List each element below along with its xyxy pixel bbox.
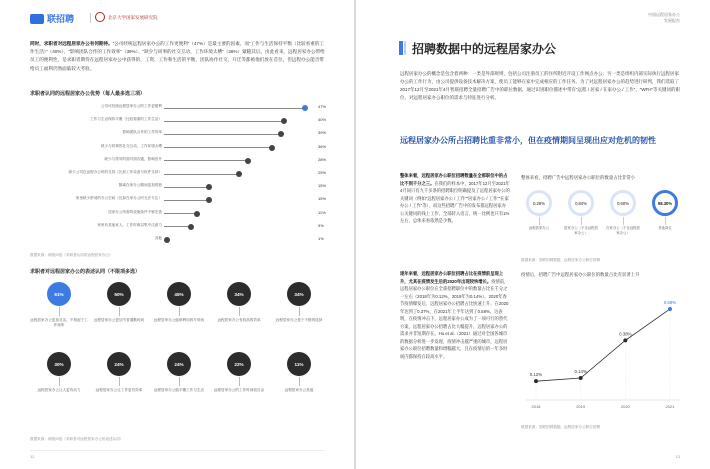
lollipop-value: 40% — [318, 117, 327, 123]
lollipop-stem — [164, 213, 197, 214]
line-chart-title: 疫情后，招聘广告中远程居家办公职位的数量占比有显著上升 — [521, 272, 640, 277]
bubble-circle: 30% — [47, 352, 71, 376]
lollipop-stem — [164, 121, 284, 122]
bubble-chart-title: 求职者对远程居家办公的表述认同（不限项多选） — [30, 269, 141, 275]
lollipop-value: 1% — [318, 236, 324, 241]
donut-connector — [539, 217, 540, 225]
header-line-1: 中国远程居家办公 — [648, 12, 680, 17]
lollipop-row — [30, 155, 330, 167]
lollipop-stem — [164, 160, 248, 161]
lollipop-dot — [281, 118, 287, 124]
title-accent-bar-light — [404, 41, 406, 55]
bubble-connector — [239, 307, 240, 316]
lollipop-row — [30, 102, 330, 114]
data-label: 0.14% — [574, 369, 587, 375]
x-tick-label: 2020 — [620, 404, 630, 409]
pku-logo — [95, 12, 158, 22]
bubble-connector — [299, 307, 300, 316]
body-text-overall-lead: 整体来看，远程居家办公职位招聘数量在全部职位中的占比不到千分之三。 — [400, 173, 508, 186]
bubble-caption: 远程居家办公让工作更有效率 — [95, 388, 143, 392]
bubble-circle: 24% — [107, 352, 131, 376]
lollipop-label: 影响团队合作的工作效率 — [122, 130, 162, 135]
data-label: 0.58% — [663, 299, 677, 305]
bubble-caption: 远程居家办公其他 — [284, 388, 314, 392]
x-tick-label: 2021 — [665, 404, 675, 409]
donut-ring: 98.30% — [652, 190, 678, 216]
lollipop-row — [30, 194, 330, 206]
body-text-yearly-body: 疫情前，远程居家办公职位在全部招聘职位中的数量占比在千分之一左右（2018年为0.12%，2019年为0.14%）。2020年春节疫情爆发后，远程居家办公招聘占比快速上升，在2020年达到了0.37%，在2021年上半年达到了0.58%。这表明，在疫情冲击下，远程居家办公成为了一项可行的替代方案，远程居家办公招聘占比大幅提升，远程居家办公的需求并非短期存在。Hu et al.（2021）通过对全国各城市的数据分析进一步发现，疫情冲击越严重的城市，远程居家办公职位招聘数量和增幅越大，且在疫情后的一年多时间内都保持在较高水平。 — [400, 278, 509, 359]
donut-connector — [581, 217, 582, 225]
lollipop-dot — [164, 237, 170, 243]
zhaopin-logo-icon — [30, 14, 44, 24]
bubble-item — [210, 282, 268, 323]
lollipop-dot — [206, 184, 212, 190]
lollipop-source: 数据来源：调查问卷（求职者认同的远程居家办公） — [30, 253, 113, 257]
bubble-item — [150, 282, 208, 323]
lollipop-dot — [206, 197, 212, 203]
bubble-caption: 远程居家办公有较高的效率 — [217, 318, 261, 322]
lollipop-row — [30, 208, 330, 220]
lollipop-label: 家里缺少舒适的办公空间（比如在家办公时无法专注） — [75, 196, 162, 201]
bubble-circle: 11% — [287, 352, 311, 376]
lollipop-dot — [269, 145, 275, 151]
bubble-item — [270, 282, 328, 323]
logo-divider — [90, 13, 91, 23]
lollipop-stem — [164, 108, 305, 109]
bubble-connector — [179, 307, 180, 316]
donut-item — [521, 190, 557, 231]
intro-lead: 同时，求职者对远程居家办公有何期待。 — [30, 41, 113, 46]
lollipop-stem — [164, 187, 209, 188]
donut-ring: 0.26% — [526, 190, 552, 216]
donut-item — [647, 190, 683, 231]
right-page — [356, 0, 710, 469]
bubble-connector — [119, 377, 120, 386]
lollipop-label: 隔离在家办公期间更加孤独 — [118, 183, 162, 188]
donut-caption: 居家办公（不含远程居家办公） — [564, 226, 598, 235]
lollipop-row — [30, 181, 330, 193]
lollipop-dot — [194, 211, 200, 217]
bubble-caption: 远程居家办公让人更有动力 — [37, 388, 81, 392]
lollipop-value: 36% — [318, 143, 327, 149]
data-label: 0.38% — [619, 331, 632, 337]
bubble-connector — [179, 377, 180, 386]
pku-logo-text: 北京大学国家发展研究院 — [108, 14, 158, 20]
bubble-circle: 34% — [287, 282, 311, 306]
lollipop-row — [30, 168, 330, 180]
lollipop-dot — [236, 171, 242, 177]
footer-divider — [30, 450, 325, 451]
data-point — [668, 307, 672, 311]
donut-caption: 在家办公（不含远程居家办公） — [606, 226, 640, 235]
bubble-circle: 24% — [167, 352, 191, 376]
bubble-connector — [299, 377, 300, 386]
bubble-caption: 远程居家办公能够利用碎片时间 — [153, 318, 205, 322]
lollipop-dot — [278, 131, 284, 137]
page-number-left: 12 — [30, 454, 35, 459]
data-label: 0.12% — [529, 372, 543, 378]
title-accent-bar — [399, 41, 403, 55]
bubble-caption: 远程居家办公是个不错的选择 — [275, 318, 323, 322]
lollipop-dot — [188, 224, 194, 230]
bubble-connector — [59, 377, 60, 386]
lollipop-row — [30, 234, 330, 246]
bubble-item — [90, 352, 148, 393]
bubble-connector — [119, 307, 120, 316]
data-point — [623, 338, 627, 342]
bubble-item — [30, 282, 88, 328]
bubble-caption: 远程居家办公能平衡工作与生活 — [153, 388, 205, 392]
bubble-caption: 远程居家办公更加灵活，不拘泥于工作场所 — [30, 318, 88, 327]
donut-chart-title: 整体来看，招聘广告中远程居家办公职位的数量占比非常小 — [521, 175, 636, 180]
lollipop-chart — [30, 102, 330, 252]
lollipop-value: 11% — [318, 209, 326, 215]
bubble-item — [270, 352, 328, 393]
lollipop-stem — [164, 147, 272, 148]
section-subtitle: 远程居家办公所占招聘比重非常小，但在疫情期间呈现出应对危机的韧性 — [400, 136, 656, 145]
lollipop-label: 家里有其他家人，工作时难以集中注意力 — [97, 222, 162, 227]
bubble-connector — [59, 307, 60, 316]
donut-ring: 0.60% — [610, 190, 636, 216]
lollipop-stem — [164, 200, 209, 201]
x-tick-label: 2018 — [531, 404, 541, 409]
donut-item — [563, 190, 599, 235]
donut-caption: 其他岗位 — [658, 226, 672, 230]
left-page — [0, 0, 354, 469]
bubble-circle: 22% — [227, 352, 251, 376]
lollipop-value: 28% — [318, 156, 327, 162]
body-text-overall — [400, 172, 510, 225]
bubble-caption: 远程居家办公的工作时间较自由 — [213, 388, 265, 392]
zhaopin-logo — [30, 12, 74, 25]
running-header — [648, 12, 680, 24]
donut-source: 数据来源：智联招聘数据，远程居家办公职位招聘 — [521, 258, 601, 262]
bubble-item — [90, 282, 148, 323]
lollipop-row — [30, 142, 330, 154]
body-text-yearly — [400, 270, 510, 360]
lollipop-row — [30, 221, 330, 233]
lollipop-stem — [164, 174, 239, 175]
header-line-2: 发展报告 — [664, 18, 680, 23]
lollipop-label: 公司可经统远程居家办公的工作更便利 — [100, 104, 162, 108]
lollipop-label: 工作与生活保持平衡（比较看重的工作生活） — [90, 117, 162, 122]
body-text-overall-body: 在我们的样本中，2017年12月至2021年4月间只有九千多条的招聘职位明确提及了远程居家办公的关键词（例如“远程居家办公 / 工作”“居家办公 / 工作”“在家办公 / 工作”等），而这些招聘广告中的发布都远程居家办公关键词的线上工作，全部转入语言，统一比例也只有1%左右，总体来看依然是少数。 — [400, 180, 510, 223]
bubble-chart — [30, 282, 330, 432]
lollipop-value: 25% — [318, 170, 327, 175]
body-text-yearly-lead: 逐年来看，远程居家办公职位招聘占比在疫情前呈现上升，尤其在疫情发生后的2020年出现较快增长。 — [400, 271, 504, 284]
lollipop-value: 15% — [318, 196, 327, 202]
lollipop-stem — [164, 226, 191, 227]
bubble-item — [210, 352, 268, 393]
intro-body: “公司经统远程居家办公的工作更便利”（47%）是最主要的因素，而“工作与生活保持平衡（比较看重的工作生活）”（40%）、“影响团队合作的工作效率”（39%）、“缺少与同事的社交互动、工作环境太嘈”（36%）紧随其后。由此看来，远程居家办公带给员工的便利性，是求职者期待在远程居家办公中获得的，工资、工作和生活的平衡，团队协作社交、升迁等都被他们放在首位，但远程办公能否带给员工福利仍然面临较大考验。 — [30, 41, 325, 71]
lollipop-label: 缺少与领导的面对面沟通，影响晋升 — [104, 156, 162, 161]
section-title: 招聘数据中的远程居家办公 — [412, 42, 557, 56]
x-tick-label: 2019 — [576, 404, 586, 409]
data-point — [534, 379, 538, 383]
lollipop-label: 缺少与同事的社交互动、工作环境太嘈 — [100, 143, 162, 148]
lollipop-value: 39% — [318, 130, 327, 136]
donut-ring: 0.84% — [568, 190, 594, 216]
lollipop-stem — [164, 134, 281, 135]
lollipop-value: 15% — [318, 183, 327, 189]
intro-paragraph — [30, 40, 325, 73]
bubble-caption: 远程居家办公更加节省通勤时间 — [93, 318, 145, 322]
donut-caption: 远程居家办公 — [528, 226, 550, 230]
lollipop-value: 9% — [318, 222, 324, 228]
pku-seal-icon — [95, 12, 105, 22]
donut-connector — [665, 217, 666, 225]
bubble-circle: 45% — [167, 282, 191, 306]
section-intro: 远程居家办公的概念是包含着两种：一类是外部规则，包括公司注册员工的住所附近开设工作网点办公；另一类是组织内部实际执行远程居家办公的工作行为，由公司提供设备技术解决方案，使员工能够在家中完成相应的工作任务。为了对远程居家办公的趋势进行研判，我们选取了2017年12月至2021年4月智联招聘全量招聘广告中的职位数据，通过识别职位描述中带有“远程 / 居家 / 在家办公 / 工作”、“WFH”等关键词的职位，对远程居家办公职位的需求与特征进行分析。 — [400, 71, 681, 100]
line-source: 数据来源：智联招聘数据，远程居家办公职位招聘 — [521, 425, 601, 429]
series-line — [536, 309, 670, 381]
bubble-connector — [239, 377, 240, 386]
page-number-right: 13 — [675, 454, 680, 459]
lollipop-label: 缺少公司在远程办公时的支持（比如工作设备与软件支持） — [68, 170, 162, 174]
lollipop-label: 居家办公所需的设施条件不够完善 — [108, 209, 162, 214]
line-chart — [518, 288, 686, 420]
bubble-source: 数据来源：调查问卷（求职者对远程居家办公的表述认同） — [30, 437, 124, 441]
bubble-circle: 50% — [107, 282, 131, 306]
lollipop-row — [30, 128, 330, 140]
lollipop-row — [30, 115, 330, 127]
bubble-item — [150, 352, 208, 393]
bubble-circle: 61% — [47, 282, 71, 306]
lollipop-label: 其他 — [154, 236, 162, 240]
donut-chart — [521, 190, 686, 260]
data-point — [579, 376, 583, 380]
donut-connector — [623, 217, 624, 225]
lollipop-value: 47% — [318, 104, 327, 109]
bubble-circle: 34% — [227, 282, 251, 306]
lollipop-dot — [302, 105, 308, 111]
bubble-item — [30, 352, 88, 393]
donut-item — [605, 190, 641, 235]
zhaopin-logo-text: 联招聘 — [47, 14, 75, 24]
lollipop-chart-title: 求职者认同的远程居家办公优势（每人最多选三项） — [30, 91, 146, 97]
lollipop-dot — [245, 158, 251, 164]
